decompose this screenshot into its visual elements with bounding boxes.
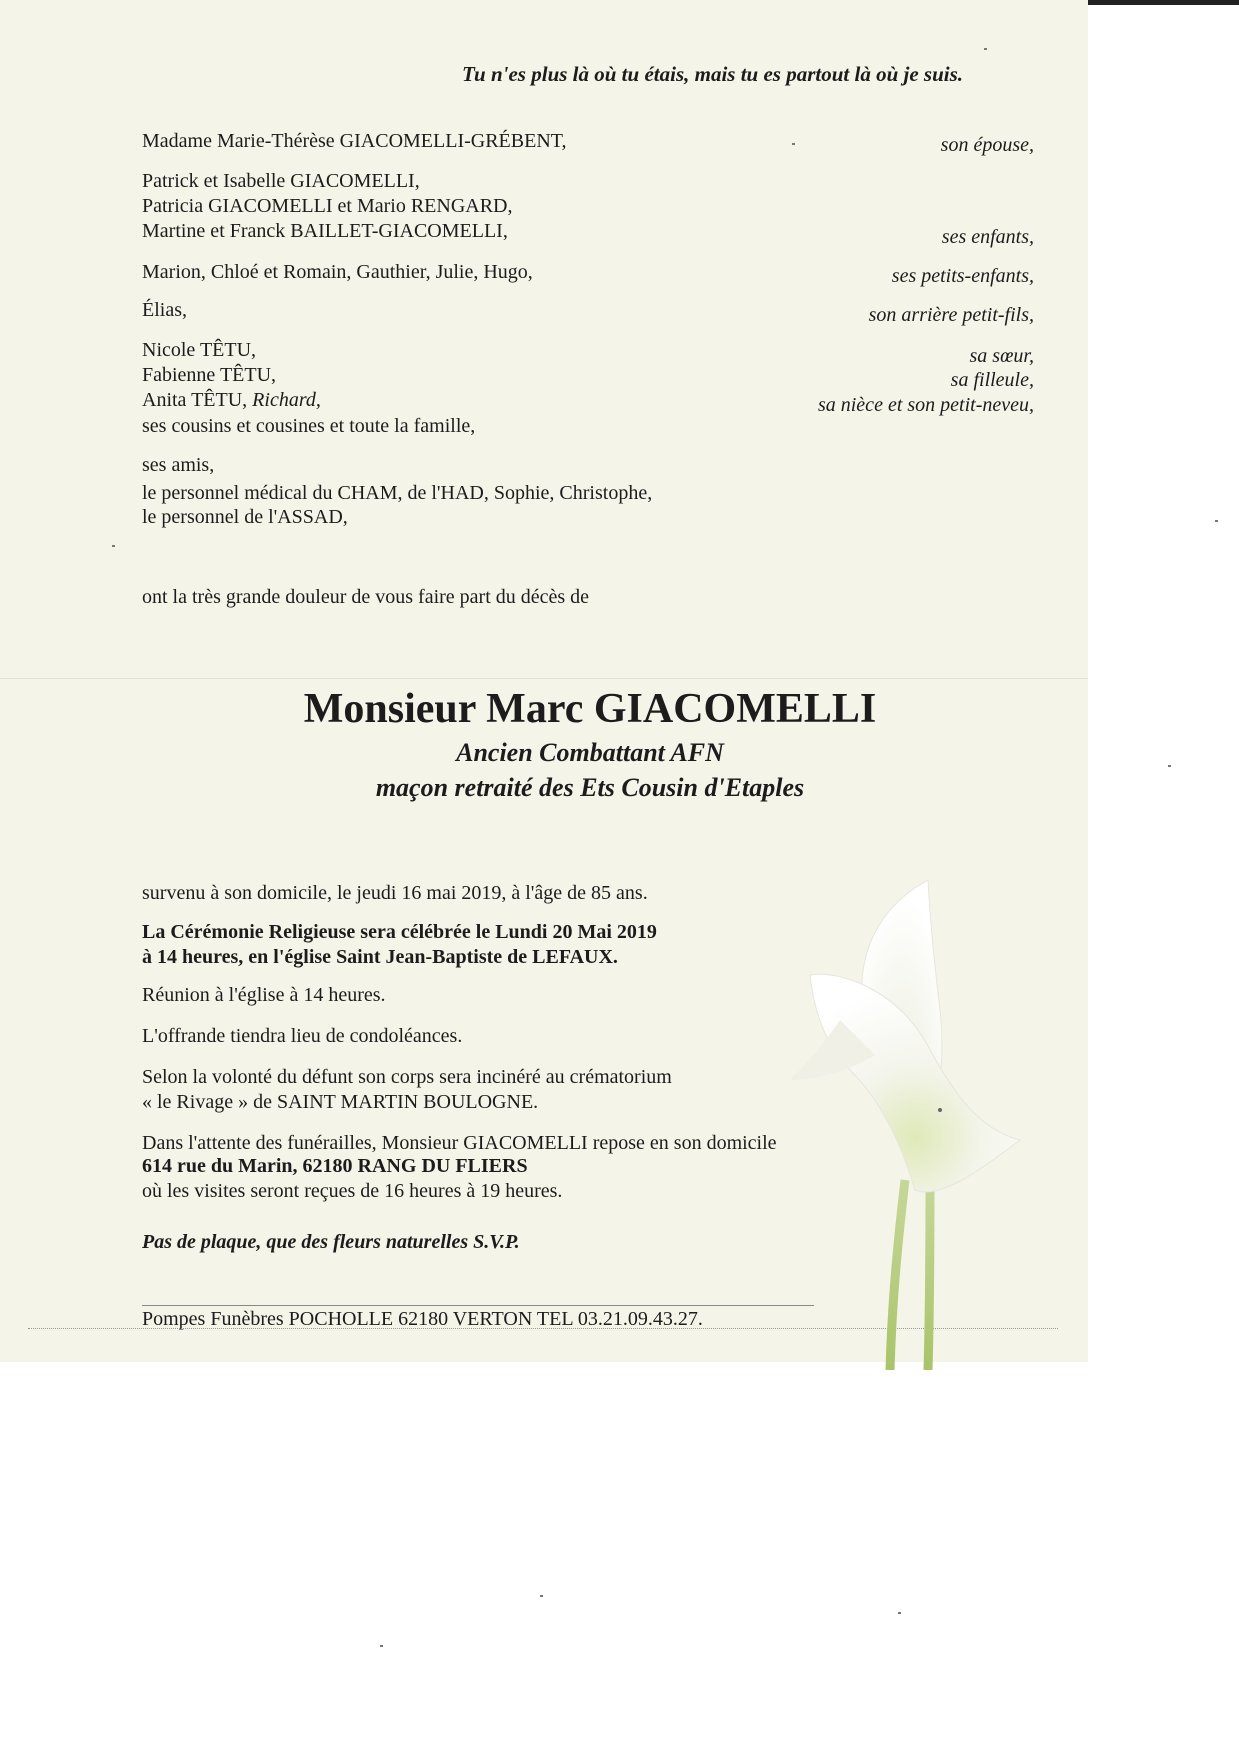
niece [142, 389, 321, 412]
deceased-title-2: maçon retraité des Ets Cousin d'Etaples [375, 773, 805, 802]
offering: L'offrande tiendra lieu de condoléances. [142, 1025, 463, 1047]
flowers-note: Pas de plaque, que des fleurs naturelles S.V.P. [142, 1231, 520, 1253]
scan-speck [898, 1612, 901, 1614]
niece-name: Anita TÊTU, [142, 389, 253, 411]
calla-lily-image [780, 880, 1060, 1370]
great-grandchild-role: son arrière petit-fils, [868, 304, 1034, 326]
deceased-title-1: Ancien Combattant AFN [456, 738, 724, 767]
scan-speck [540, 1595, 543, 1597]
card-fold [0, 678, 1088, 679]
epigraph: Tu n'es plus là où tu étais, mais tu es partout là où je suis. [462, 62, 964, 86]
ceremony-line: à 14 heures, en l'église Saint Jean-Baptiste de LEFAUX. [142, 946, 618, 968]
scan-speck [984, 48, 987, 50]
child-line: Patrick et Isabelle GIACOMELLI, [142, 170, 420, 192]
death-notice: survenu à son domicile, le jeudi 16 mai 2019, à l'âge de 85 ans. [142, 882, 648, 904]
niece-role: sa nièce et son petit-neveu, [817, 394, 1034, 416]
announcement: ont la très grande douleur de vous faire part du décès de [142, 586, 590, 608]
spouse-name: Madame Marie-Thérèse GIACOMELLI-GRÉBENT, [142, 130, 567, 152]
scan-speck [792, 143, 795, 145]
cremation-line: Selon la volonté du défunt son corps sera inciné​ré au crématorium [142, 1066, 672, 1088]
funeral-home: Pompes Funèbres POCHOLLE 62180 VERTON TEL 03.21.09.43.27. [142, 1308, 703, 1330]
scan-speck [1168, 765, 1171, 767]
scan-speck [112, 545, 115, 547]
friends-line: le personnel médical du CHAM, de l'HAD, Sophie, Christophe, [142, 482, 653, 504]
friends-line: ses amis, [142, 454, 215, 476]
stem-right [928, 1180, 930, 1370]
cremation-line: « le Rivage » de SAINT MARTIN BOULOGNE. [142, 1091, 539, 1113]
meeting: Réunion à l'église à 14 heures. [142, 984, 386, 1006]
friends-line: le personnel de l'ASSAD, [142, 506, 348, 528]
visits: où les visites seront reçues de 16 heures à 19 heures. [142, 1180, 563, 1202]
sister: Nicole TÊTU, [142, 339, 257, 361]
grandchildren-role: ses petits-enfants, [891, 265, 1034, 287]
child-line: Martine et Franck BAILLET-GIACOMELLI, [142, 220, 508, 242]
rest-intro: Dans l'attente des funérailles, Monsieur GIACOMELLI repose en son domicile [142, 1132, 777, 1154]
cousins: ses cousins et cousines et toute la famille, [142, 415, 476, 437]
spouse-role: son épouse, [940, 134, 1034, 156]
grandchildren: Marion, Chloé et Romain, Gauthier, Julie, Hugo, [142, 261, 533, 283]
children-role: ses enfants, [941, 226, 1034, 248]
deceased-name: Monsieur Marc GIACOMELLI [303, 686, 877, 732]
great-grandchild: Élias, [142, 299, 187, 321]
goddaughter-role: sa filleule, [950, 369, 1034, 391]
goddaughter: Fabienne TÊTU, [142, 364, 277, 386]
niece-partner: Richard, [252, 389, 321, 411]
rest-address: 614 rue du Marin, 62180 RANG DU FLIERS [142, 1155, 528, 1177]
scan-speck [380, 1645, 383, 1647]
footer-rule [142, 1305, 814, 1306]
stem-left [890, 1180, 905, 1370]
scan-edge [1088, 0, 1239, 5]
sister-role: sa sœur, [969, 345, 1034, 367]
scan-speck [1215, 520, 1218, 522]
child-line: Patricia GIACOMELLI et Mario RENGARD, [142, 195, 513, 217]
ceremony-line: La Cérémonie Religieuse sera célébrée le Lundi 20 Mai 2019 [142, 921, 657, 943]
